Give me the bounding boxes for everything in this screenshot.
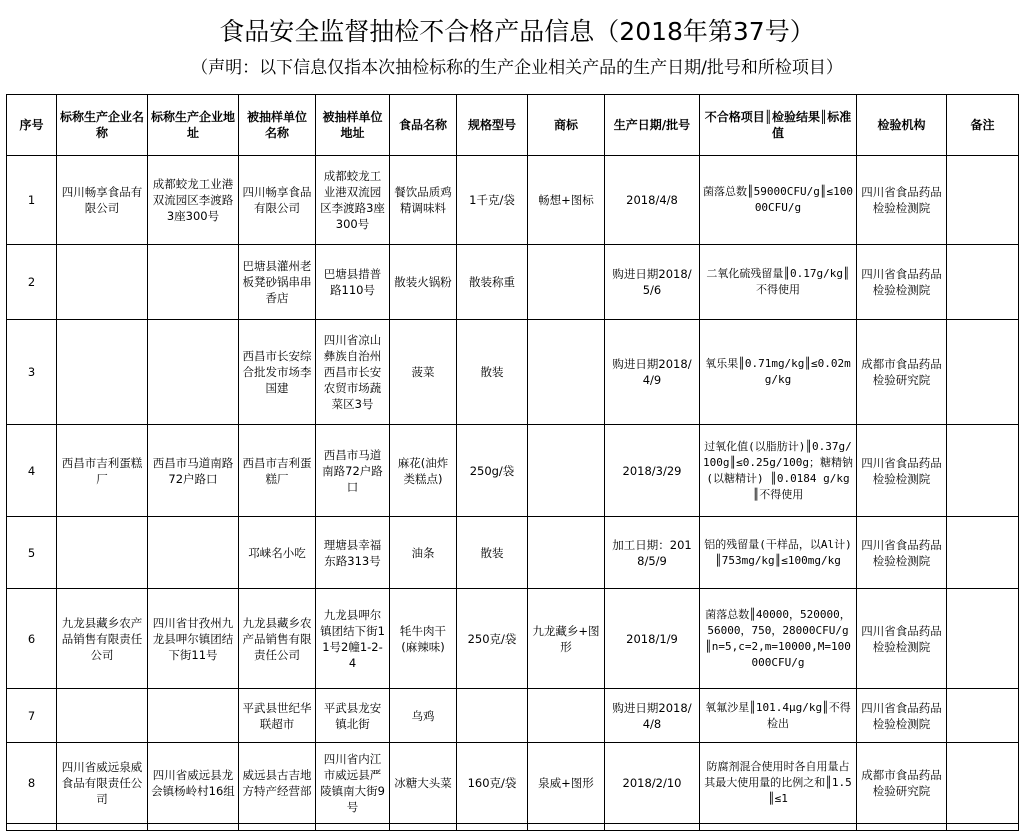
table-cell: 西昌市吉利蛋糕厂 [57,425,148,517]
table-cell: 8 [7,743,57,824]
table-cell: 理塘县幸福东路313号 [316,517,390,589]
table-cell: 四川省内江市威远县严陵镇南大街9号 [316,743,390,824]
table-cell: 2018/3/29 [605,425,700,517]
table-cell: 成都市食品药品检验研究院 [857,320,947,425]
table-cell [7,824,57,831]
table-cell [148,689,239,743]
table-cell: 二氧化硫残留量║0.17g/kg║不得使用 [700,245,857,320]
table-cell: 菠菜 [390,320,457,425]
table-cell [457,689,528,743]
table-cell [148,517,239,589]
table-cell: 购进日期2018/5/6 [605,245,700,320]
table-cell: 2018/2/10 [605,743,700,824]
table-cell [316,824,390,831]
table-cell [857,824,947,831]
table-cell: 氧氟沙星║101.4μg/kg║不得检出 [700,689,857,743]
inspection-table [6,94,1019,831]
table-cell: 1 [7,156,57,245]
table-cell: 2018/4/8 [605,156,700,245]
table-cell: 泉威+图形 [528,743,605,824]
table-cell: 6 [7,589,57,689]
table-cell [528,320,605,425]
table-cell: 畅想+图标 [528,156,605,245]
table-cell: 四川畅享食品有限公司 [239,156,316,245]
table-cell [148,824,239,831]
table-cell [947,245,1019,320]
document-title: 食品安全监督抽检不合格产品信息（2018年第37号） [219,17,815,46]
table-cell [605,824,700,831]
table-cell: 7 [7,689,57,743]
table-cell [947,589,1019,689]
header-cell: 被抽样单位地址 [316,95,390,156]
table-cell: 2 [7,245,57,320]
table-row-partial [7,824,1019,831]
table-cell: 散装火锅粉 [390,245,457,320]
header-cell: 标称生产企业地址 [148,95,239,156]
header-cell: 生产日期/批号 [605,95,700,156]
table-cell: 西昌市马道南路72户路口 [316,425,390,517]
table-cell: 氧乐果║0.71mg/kg║≤0.02mg/kg [700,320,857,425]
table-cell: 乌鸡 [390,689,457,743]
table-cell: 3 [7,320,57,425]
table-cell: 四川省威远泉威食品有限责任公司 [57,743,148,824]
header-cell: 序号 [7,95,57,156]
table-cell: 成都蛟龙工业港双流园区李渡路3座300号 [316,156,390,245]
header-cell: 被抽样单位名称 [239,95,316,156]
table-cell: 散装称重 [457,245,528,320]
table-row [7,689,1019,743]
table-row [7,320,1019,425]
table-cell [528,689,605,743]
header-cell: 标称生产企业名称 [57,95,148,156]
table-cell [528,425,605,517]
table-cell: 四川省食品药品检验检测院 [857,245,947,320]
table-cell [148,320,239,425]
table-cell: 威远县古吉地方特产经营部 [239,743,316,824]
table-cell: 加工日期：2018/5/9 [605,517,700,589]
table-cell: 4 [7,425,57,517]
table-cell [457,824,528,831]
table-cell: 成都市食品药品检验研究院 [857,743,947,824]
table-row [7,425,1019,517]
table-cell: 邛崃名小吃 [239,517,316,589]
table-cell [57,517,148,589]
table-cell: 菌落总数║59000CFU/g║≤10000CFU/g [700,156,857,245]
table-row [7,156,1019,245]
table-cell: 散装 [457,320,528,425]
table-cell: 四川省食品药品检验检测院 [857,425,947,517]
table-cell: 菌落总数║40000，520000，56000，750，28000CFU/g ║n=5,c=2,m=10000,M=100000CFU/g [700,589,857,689]
table-cell: 四川省凉山彝族自治州西昌市长安农贸市场蔬菜区3号 [316,320,390,425]
table-cell: 购进日期2018/4/9 [605,320,700,425]
table-cell: 平武县龙安镇北街 [316,689,390,743]
table-cell: 铝的残留量(干样品，以Al计)║753mg/kg║≤100mg/kg [700,517,857,589]
table-cell [57,824,148,831]
table-cell: 西昌市长安综合批发市场李国建 [239,320,316,425]
table-cell: 250g/袋 [457,425,528,517]
table-cell [947,743,1019,824]
table-cell: 牦牛肉干(麻辣味) [390,589,457,689]
table-cell: 过氧化值(以脂肪计)║0.37g/100g║≤0.25g/100g；糖精钠(以糖精计) ║0.0184 g/kg ║不得使用 [700,425,857,517]
table-cell: 西昌市马道南路72户路口 [148,425,239,517]
table-cell: 250克/袋 [457,589,528,689]
table-cell: 成都蛟龙工业港双流园区李渡路3座300号 [148,156,239,245]
table-cell: 2018/1/9 [605,589,700,689]
table-cell [947,824,1019,831]
table-row [7,517,1019,589]
table-cell: 冰糖大头菜 [390,743,457,824]
table-cell: 九龙县藏乡农产品销售有限责任公司 [239,589,316,689]
document-subtitle: （声明：以下信息仅指本次抽检标称的生产企业相关产品的生产日期/批号和所检项目） [191,58,843,78]
table-cell: 1千克/袋 [457,156,528,245]
table-cell: 散装 [457,517,528,589]
table-cell: 四川省食品药品检验检测院 [857,689,947,743]
table-cell: 平武县世纪华联超市 [239,689,316,743]
table-cell [947,689,1019,743]
table-cell: 四川畅享食品有限公司 [57,156,148,245]
header-cell: 不合格项目║检验结果║标准值 [700,95,857,156]
table-cell [947,156,1019,245]
table-cell [148,245,239,320]
table-cell: 巴塘县措普路110号 [316,245,390,320]
table-cell: 四川省食品药品检验检测院 [857,517,947,589]
table-cell [57,689,148,743]
table-cell [528,824,605,831]
table-cell [528,517,605,589]
header-cell: 备注 [947,95,1019,156]
table-cell: 巴塘县灌州老板凳砂锅串串香店 [239,245,316,320]
table-cell: 四川省甘孜州九龙县呷尔镇团结下街11号 [148,589,239,689]
table-cell: 四川省食品药品检验检测院 [857,589,947,689]
table-cell: 四川省威远县龙会镇杨岭村16组 [148,743,239,824]
table-header-row [7,95,1019,156]
table-cell [700,824,857,831]
table-cell: 防腐剂混合使用时各自用量占其最大使用量的比例之和║1.5║≤1 [700,743,857,824]
table-cell: 油条 [390,517,457,589]
table-cell [947,425,1019,517]
table-cell: 餐饮品质鸡精调味料 [390,156,457,245]
table-cell [57,320,148,425]
table-cell: 九龙县呷尔镇团结下街11号2幢1-2-4 [316,589,390,689]
table-row [7,245,1019,320]
table-cell [239,824,316,831]
table-cell: 5 [7,517,57,589]
header-cell: 规格型号 [457,95,528,156]
table-cell [947,320,1019,425]
table-cell [528,245,605,320]
header-cell: 商标 [528,95,605,156]
table-cell: 九龙县藏乡农产品销售有限责任公司 [57,589,148,689]
table-row [7,743,1019,824]
header-cell: 检验机构 [857,95,947,156]
table-cell: 四川省食品药品检验检测院 [857,156,947,245]
table-cell [390,824,457,831]
table-cell: 麻花(油炸类糕点) [390,425,457,517]
table-cell: 购进日期2018/4/8 [605,689,700,743]
table-cell: 西昌市吉利蛋糕厂 [239,425,316,517]
table-row [7,589,1019,689]
header-cell: 食品名称 [390,95,457,156]
table-cell [947,517,1019,589]
table-cell: 160克/袋 [457,743,528,824]
table-cell: 九龙藏乡+图形 [528,589,605,689]
table-cell [57,245,148,320]
